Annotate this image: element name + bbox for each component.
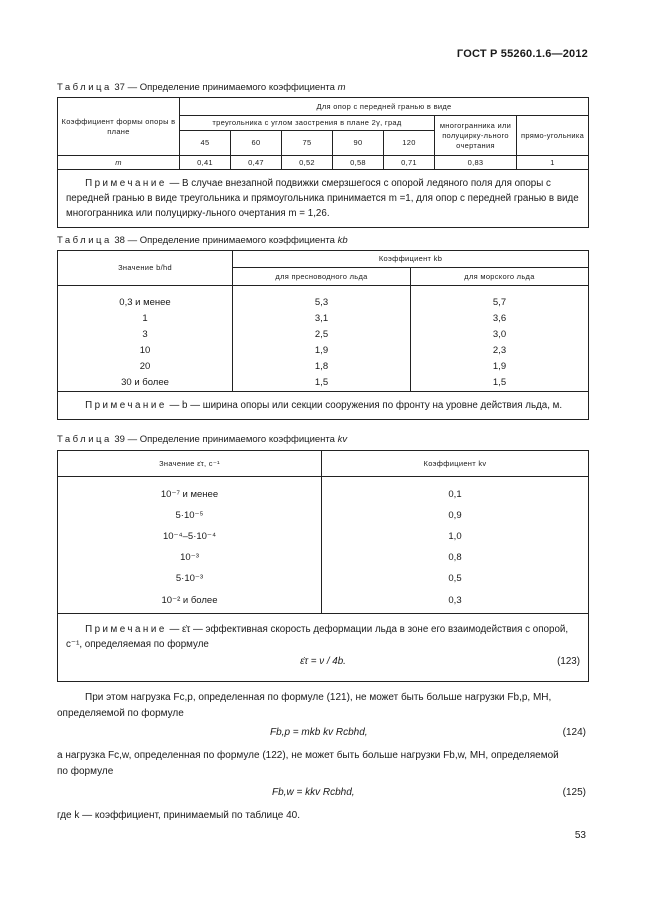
table37-caption: Таблица 37 — Определение принимаемого коэффициента m [57,82,346,93]
table-row [58,311,589,327]
table39-caption: Таблица 39 — Определение принимаемого коэффициента kv [57,434,348,445]
table39-note-line1: Примечание — ε̇τ — эффективная скорость деформации льда в зоне его взаимодействия с опорой, [85,624,569,635]
table39 [57,450,589,682]
table-row [58,375,589,392]
table39-note-line2: c⁻¹, определяемая по формуле [66,639,209,650]
table38-fresh: 1,5 [233,375,411,392]
paragraph-2-line2: по формуле [57,766,114,777]
paragraph-3: где k — коэффициент, принимаемый по таблице 40. [57,810,300,821]
table38-sea-header: для морского льда [411,268,589,286]
table37-col0-header: Коэффициент формы опоры в плане [58,98,180,156]
formula-125: Fb,w = kkv Rcbhd, [272,787,355,798]
table37-cell: 0,71 [384,156,435,170]
table38-fresh: 5,3 [233,295,411,311]
table39-label: 10⁻⁴–5·10⁻⁴ [58,527,322,548]
table38-label: 30 и более [58,375,233,392]
table38-fresh: 1,9 [233,343,411,359]
table37-group-header: Для опор с передней гранью в виде [180,98,589,116]
table37-triangle-header: треугольника с углом заострения в плане 2γ, град [180,116,435,131]
table37-note: Примечание — В случае внезапной подвижки смерзшегося с опорой ледяного поля для опоры с передней гранью в виде треугольника и прямоугольника принимается m =1, для опор с передней гранью в виде многогранника или полуцирку-льного очертания m = 1,26. [58,170,589,228]
table39-note [58,614,589,682]
table38-label: 3 [58,327,233,343]
table-row [58,485,589,506]
paragraph-1-line2: определяемой по формуле [57,708,184,719]
table-row [58,569,589,590]
table38-sea: 2,3 [411,343,589,359]
table38-fresh: 1,8 [233,359,411,375]
table39-col0-header: Значение ε̇τ, c⁻¹ [58,451,322,477]
table38-note: Примечание — b — ширина опоры или секции сооружения по фронту на уровне действия льда, м. [58,392,589,420]
table39-value: 0,9 [322,506,589,527]
eq-number-125: (125) [562,787,586,798]
table39-label: 5·10⁻⁵ [58,506,322,527]
table37-angle: 120 [384,131,435,156]
table-row [58,527,589,548]
table38-label: 20 [58,359,233,375]
table39-value: 0,3 [322,590,589,614]
table38-sea: 5,7 [411,295,589,311]
table37-cell: 1 [517,156,589,170]
table37-cell: 0,41 [180,156,231,170]
table39-label: 10⁻² и более [58,590,322,614]
table37-polygon-header: многогранника или полуцирку-льного очертания [435,116,517,156]
table39-value: 0,1 [322,485,589,506]
table37-rect-header: прямо-угольника [517,116,589,156]
table37-angle: 60 [231,131,282,156]
table-row [58,343,589,359]
table-row [58,548,589,569]
table39-label: 5·10⁻³ [58,569,322,590]
table37-angle: 75 [282,131,333,156]
eq-number-124: (124) [562,727,586,738]
table-row [58,295,589,311]
table38-label: 1 [58,311,233,327]
table38-fresh-header: для пресноводного льда [233,268,411,286]
table38-group-header: Коэффициент kb [233,251,589,268]
table38-fresh: 2,5 [233,327,411,343]
table37-angle: 45 [180,131,231,156]
table37-cell: 0,52 [282,156,333,170]
table39-eq-number: (123) [557,656,580,667]
table38-sea: 1,5 [411,375,589,392]
table-row [58,327,589,343]
formula-124: Fb,p = mkb kv Rcbhd, [270,727,368,738]
table39-label: 10⁻³ [58,548,322,569]
table39-value: 0,8 [322,548,589,569]
table37-cell: 0,83 [435,156,517,170]
document-header: ГОСТ Р 55260.1.6—2012 [456,48,588,60]
table38-col0-header: Значение b/hd [58,251,233,286]
table39-label: 10⁻⁷ и менее [58,485,322,506]
table38 [57,250,589,420]
table-row [58,590,589,614]
table37-cell: 0,47 [231,156,282,170]
table-row [58,506,589,527]
paragraph-2-line1: а нагрузка Fc,w, определенная по формуле (122), не может быть больше нагрузки Fb,w, МН, определяемой [57,750,559,761]
table39-col1-header: Коэффициент kv [322,451,589,477]
table39-value: 0,5 [322,569,589,590]
table37 [57,97,589,228]
table39-formula: ε̇τ = ν / 4b. [300,656,346,667]
table38-label: 10 [58,343,233,359]
table39-value: 1,0 [322,527,589,548]
page-number: 53 [574,830,586,841]
paragraph-1-line1: При этом нагрузка Fc,p, определенная по формуле (121), не может быть больше нагрузки Fb,p, МН, [85,692,552,703]
table-row [58,359,589,375]
table38-sea: 3,6 [411,311,589,327]
table38-sea: 3,0 [411,327,589,343]
table38-fresh: 3,1 [233,311,411,327]
table37-angle: 90 [333,131,384,156]
table37-cell: 0,58 [333,156,384,170]
table38-caption: Таблица 38 — Определение принимаемого коэффициента kb [57,235,348,246]
table37-row-label: m [58,156,180,170]
table38-label: 0,3 и менее [58,295,233,311]
table38-sea: 1,9 [411,359,589,375]
